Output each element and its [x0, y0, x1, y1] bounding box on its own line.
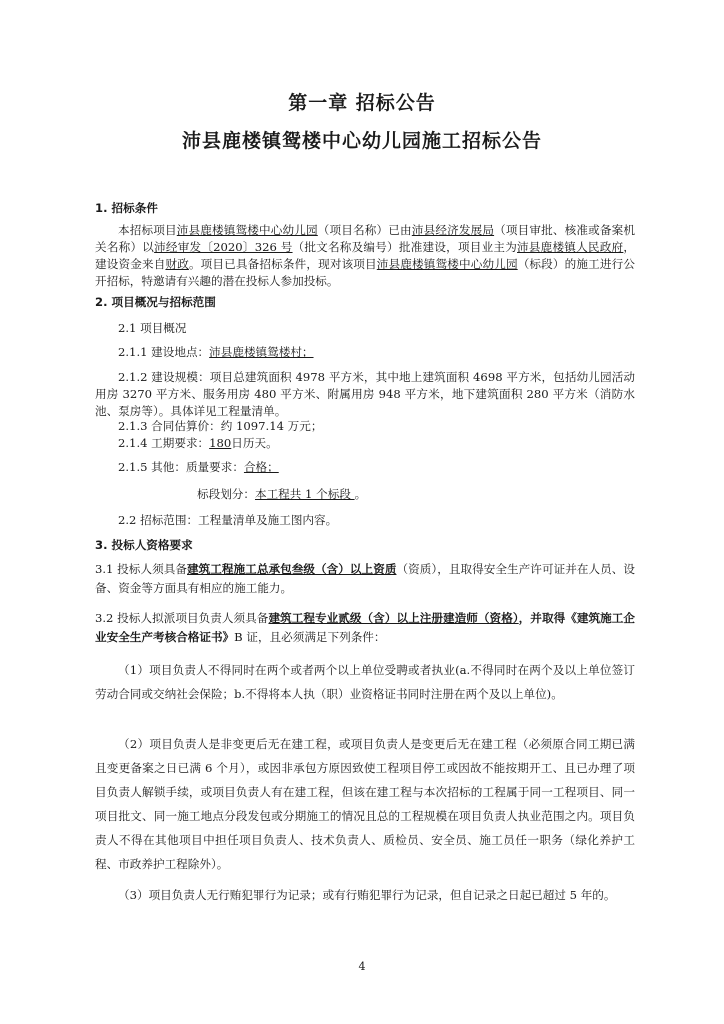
- text-run: ，建设资金来自: [95, 240, 635, 271]
- text-run: （标段）的施工进行公开招标，特邀请有兴趣的潜在投标人参加投标。: [95, 257, 635, 288]
- section-2-heading: 2. 项目概况与招标范围: [95, 295, 216, 309]
- project-owner: 沛县鹿楼镇人民政府: [517, 240, 624, 254]
- period-line: [118, 435, 635, 452]
- location-label: 2.1.1 建设地点：: [118, 345, 210, 359]
- document-title: 沛县鹿楼镇鸳楼中心幼儿园施工招标公告: [181, 130, 542, 152]
- period-label: 2.1.4 工期要求：: [118, 436, 210, 450]
- section-1-paragraph: [95, 222, 635, 290]
- lot-value: 本工程共 1 个标段: [254, 487, 355, 501]
- required-qualification: 建筑工程施工总承包叁级（含）以上资质: [187, 562, 397, 576]
- text-run: （批文名称及编号）批准建设，项目业主为: [292, 240, 518, 254]
- chapter-title: 第一章 招标公告: [288, 92, 436, 114]
- location-line: [118, 344, 635, 361]
- text-run: 3.1 投标人须具备: [95, 562, 187, 576]
- quality-value: 合格；: [243, 460, 279, 474]
- lot-name: 沛县鹿楼镇鸳楼中心幼儿园: [376, 257, 518, 271]
- scale-paragraph: 2.1.2 建设规模：项目总建筑面积 4978 平方米，其中地上建筑面积 4698 平方米，包括幼儿园活动用房 3270 平方米、服务用房 480 平方米、附属用房 948 平方米，地下建筑面积 280 平方米（消防水池、泵房等）。具体详见工程量清单。: [95, 370, 635, 418]
- text-run: 本招标项目: [118, 223, 177, 237]
- text-run: 。: [354, 487, 367, 501]
- text-run: （资质），且取得安全生产许可证并在人员、设备、资金等方面具有相应的施工能力。: [95, 562, 636, 595]
- condition-1: （1）项目负责人不得同时在两个或者两个以上单位受聘或者执业(a.不得同时在两个及以上单位签订劳动合同或交纳社会保险；b.不得将本人执（职）业资格证书同时注册在两个及以上单位)。: [95, 663, 635, 701]
- qualification-3-2: [95, 609, 635, 647]
- quality-label: 2.1.5 其他：质量要求：: [118, 460, 244, 474]
- tender-scope: 2.2 招标范围：工程量清单及施工图内容。: [118, 513, 338, 527]
- text-run: 3.2 投标人拟派项目负责人须具备: [95, 611, 269, 625]
- section-3-heading: 3. 投标人资格要求: [95, 538, 193, 552]
- lot-label: 标段划分：: [197, 487, 255, 501]
- project-name: 沛县鹿楼镇鸳楼中心幼儿园: [176, 223, 318, 237]
- approval-number: 沛经审发〔2020〕326 号: [154, 240, 293, 254]
- fund-source: 财政: [165, 257, 189, 271]
- text-run: B 证，且必须满足下列条件：: [234, 630, 386, 644]
- text-run: （项目审批、核准或备案机关名称）以: [95, 223, 635, 254]
- qualification-3-1: [95, 560, 635, 598]
- condition-3: （3）项目负责人无行贿犯罪行为记录；或有行贿犯罪行为记录，但自记录之日起已超过 5 年的。: [118, 888, 616, 902]
- text-run: （项目名称）已由: [317, 223, 412, 237]
- period-value: 180: [209, 436, 232, 450]
- lot-line: [197, 486, 635, 503]
- period-unit: 日历天。: [231, 436, 278, 450]
- condition-2: （2）项目负责人是非变更后无在建工程，或项目负责人是变更后无在建工程（必须原合同工期已满且变更备案之日已满 6 个月），或因非承包方原因致使工程项目停工或因故不能按期开工、且已办理了项目负责人解锁手续，或项目负责人有在建工程，但该在建工程与本次招标的工程属于同一工程项目、同一项目批文、同一施工地点分段发包或分期施工的情况且总的工程规模在项目负责人执业范围之内。项目负责人不得在其他项目中担任项目负责人、技术负责人、质检员、安全员、施工员任一职务（绿化养护工程、市政养护工程除外）。: [95, 737, 635, 871]
- text-run: 。项目已具备招标条件，现对该项目: [188, 257, 377, 271]
- required-safety-certificate: ，并取得《建筑施工企业安全生产考核合格证书》: [95, 611, 635, 644]
- page-number: 4: [358, 960, 366, 973]
- approval-authority: 沛县经济发展局: [411, 223, 495, 237]
- required-builder-license: 建筑工程专业贰级（含）以上注册建造师（资格）: [268, 611, 519, 625]
- location-value: 沛县鹿楼镇鸳楼村；: [209, 345, 314, 359]
- overview-label: 2.1 项目概况: [118, 321, 187, 335]
- contract-price: 2.1.3 合同估算价：约 1097.14 万元；: [118, 419, 323, 433]
- section-1-heading: 1. 招标条件: [95, 201, 158, 215]
- quality-line: [118, 459, 635, 476]
